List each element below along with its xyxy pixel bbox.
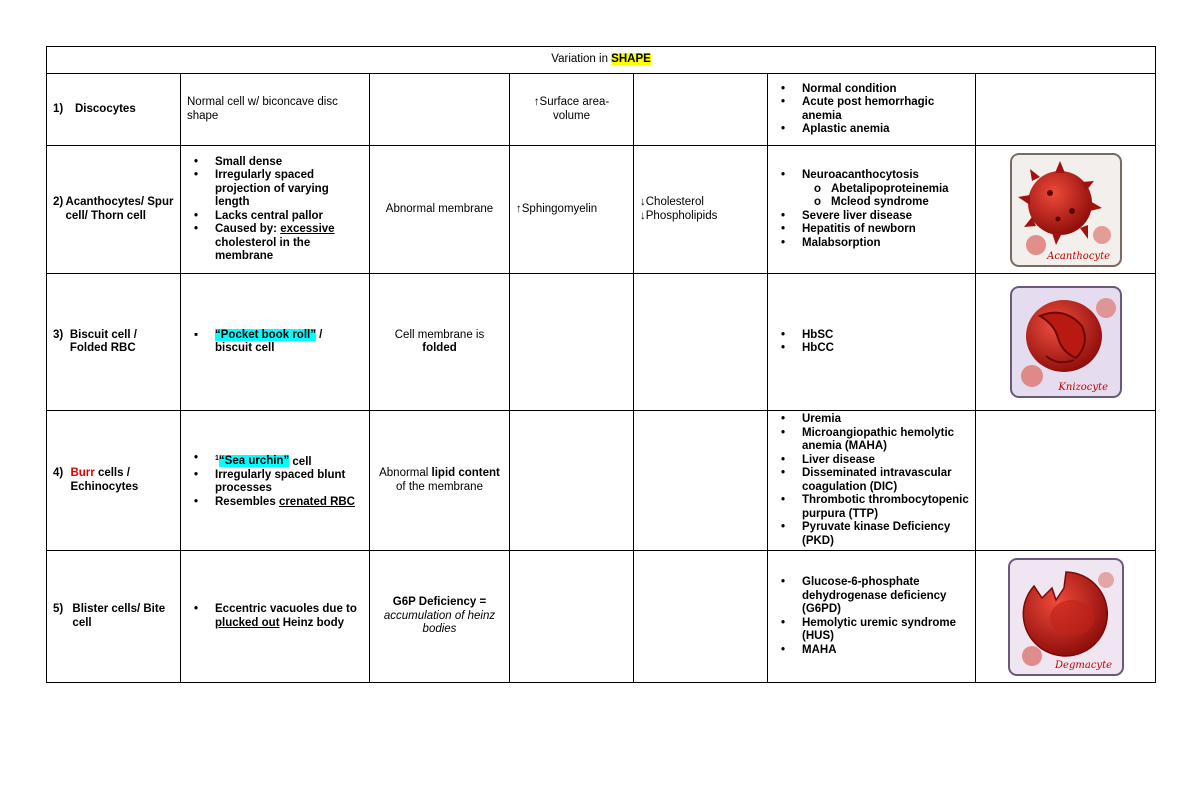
list-item: • Lacks central pallor xyxy=(215,210,363,224)
cell-conditions xyxy=(768,551,976,683)
cell-description xyxy=(181,274,370,411)
cell-type-name: cells / Echinocytes xyxy=(70,467,139,493)
list-item: • MAHA xyxy=(802,644,969,658)
description-list xyxy=(187,603,363,630)
cell-description xyxy=(181,411,370,551)
list-item: • Severe liver disease xyxy=(802,210,969,224)
conditions-list xyxy=(774,576,969,657)
cell-lipid-up xyxy=(510,146,634,274)
table-row xyxy=(47,146,1156,274)
table-row xyxy=(47,551,1156,683)
list-item: • $^1$“Sea urchin” cell xyxy=(215,452,363,469)
cell-description xyxy=(181,74,370,146)
cell-membrane xyxy=(370,74,510,146)
row-number: 2) xyxy=(53,196,64,208)
cell-lipid-up xyxy=(510,411,634,551)
list-item: • HbCC xyxy=(802,342,969,356)
cell-description xyxy=(181,146,370,274)
cell-image xyxy=(976,274,1156,411)
image-label: Degmacyte xyxy=(1054,659,1112,671)
description-list xyxy=(187,329,363,356)
cell-image xyxy=(976,411,1156,551)
conditions-list xyxy=(774,329,969,356)
cell-type-name: Acanthocytes/ Spur cell/ Thorn cell xyxy=(65,196,174,222)
list-item: • Irregularly spaced blunt processes xyxy=(215,469,363,496)
cell-lipid-up xyxy=(510,551,634,683)
row-number: 5) xyxy=(53,603,64,615)
membrane-text: Abnormal membrane xyxy=(385,202,494,215)
cell-lipid-up xyxy=(510,274,634,411)
cell-conditions xyxy=(768,146,976,274)
image-label: Knizocyte xyxy=(1057,382,1108,393)
lipid-up-text: ↑Sphingomyelin xyxy=(516,202,598,215)
cell-conditions xyxy=(768,411,976,551)
cell-type-name: Discocytes xyxy=(75,102,136,115)
cell-name xyxy=(47,274,181,411)
cell-lipid-down xyxy=(634,74,768,146)
list-item: • Glucose-6-phosphate dehydrogenase deficiency (G6PD) xyxy=(802,576,969,617)
cell-lipid-down xyxy=(634,551,768,683)
cell-description xyxy=(181,551,370,683)
cell-type-name-red: Burr xyxy=(70,467,95,479)
list-item: • Normal condition xyxy=(802,83,969,97)
list-item: • Neuroacanthocytosis o Abetalipoproteinemia o Mcleod syndrome xyxy=(802,169,969,210)
cell-membrane xyxy=(370,146,510,274)
title-prefix: Variation in xyxy=(551,53,612,66)
list-item: • Microangiopathic hemolytic anemia (MAHA) xyxy=(802,427,969,454)
list-item: • Small dense xyxy=(215,156,363,170)
list-item: o Mcleod syndrome xyxy=(831,196,969,210)
cell-name xyxy=(47,411,181,551)
description-list xyxy=(187,156,363,264)
table-row xyxy=(47,74,1156,146)
list-item: • Liver disease xyxy=(802,454,969,468)
cell-name xyxy=(47,146,181,274)
image-label: Acanthocyte xyxy=(1046,250,1110,262)
cell-lipid-down xyxy=(634,411,768,551)
acanthocyte-illustration xyxy=(1010,153,1122,267)
title-keyword: SHAPE xyxy=(611,53,651,66)
cell-membrane xyxy=(370,274,510,411)
cell-image xyxy=(976,146,1156,274)
cell-membrane xyxy=(370,551,510,683)
list-item: • Uremia xyxy=(802,413,969,427)
row-number: 4) xyxy=(53,467,64,479)
membrane-text-bold: folded xyxy=(422,342,457,354)
list-item: • Thrombotic thrombocytopenic purpura (TTP) xyxy=(802,494,969,521)
rbc-shape-table xyxy=(46,46,1156,683)
list-item: • Aplastic anemia xyxy=(802,123,969,137)
list-item: • HbSC xyxy=(802,329,969,343)
conditions-list xyxy=(774,169,969,250)
list-item: • Eccentric vacuoles due to plucked out Heinz body xyxy=(215,603,363,630)
sub-conditions-list xyxy=(802,183,969,210)
conditions-list xyxy=(774,83,969,137)
lipid-down-text: ↓Phospholipids xyxy=(640,209,718,222)
row-number: 3) xyxy=(53,328,64,341)
list-item: • Irregularly spaced projection of varying length xyxy=(215,169,363,210)
membrane-text-italic: accumulation of heinz bodies xyxy=(383,609,496,636)
cell-lipid-up xyxy=(510,74,634,146)
cell-name xyxy=(47,551,181,683)
table-title-row xyxy=(47,47,1156,74)
table-title xyxy=(47,47,1156,74)
list-item: • Malabsorption xyxy=(802,237,969,251)
knizocyte-illustration xyxy=(1010,286,1122,398)
list-item: • Hemolytic uremic syndrome (HUS) xyxy=(802,617,969,644)
cell-type-name: Blister cells/ Bite cell xyxy=(72,603,166,629)
membrane-text-bold: G6P Deficiency = xyxy=(392,596,487,609)
conditions-list xyxy=(774,413,969,548)
surface-text: ↑Surface area-volume xyxy=(533,96,610,122)
table-row xyxy=(47,274,1156,411)
cell-conditions xyxy=(768,274,976,411)
cell-image xyxy=(976,74,1156,146)
description-text: Normal cell w/ biconcave disc shape xyxy=(187,96,338,122)
list-item: • Resembles crenated RBC xyxy=(215,496,363,510)
degmacyte-illustration xyxy=(1008,558,1124,676)
membrane-text: Cell membrane is xyxy=(394,328,485,341)
cell-conditions xyxy=(768,74,976,146)
list-item: • Pyruvate kinase Deficiency (PKD) xyxy=(802,521,969,548)
description-list xyxy=(187,452,363,510)
list-item: ▪ “Pocket book roll” / biscuit cell xyxy=(215,329,363,356)
cell-lipid-down xyxy=(634,274,768,411)
lipid-down-text: ↓Cholesterol xyxy=(640,196,704,208)
row-number: 1) xyxy=(53,102,64,115)
cell-type-name: Biscuit cell / Folded RBC xyxy=(69,328,137,354)
cell-image xyxy=(976,551,1156,683)
list-item: • Caused by: excessive cholesterol in the membrane xyxy=(215,223,363,264)
list-item: • Acute post hemorrhagic anemia xyxy=(802,96,969,123)
cell-membrane: Abnormal lipid content of the membrane xyxy=(370,411,510,551)
list-item: o Abetalipoproteinemia xyxy=(831,183,969,197)
cell-lipid-down xyxy=(634,146,768,274)
list-item: • Disseminated intravascular coagulation (DIC) xyxy=(802,467,969,494)
cell-name xyxy=(47,74,181,146)
table-row xyxy=(47,411,1156,551)
list-item: • Hepatitis of newborn xyxy=(802,223,969,237)
